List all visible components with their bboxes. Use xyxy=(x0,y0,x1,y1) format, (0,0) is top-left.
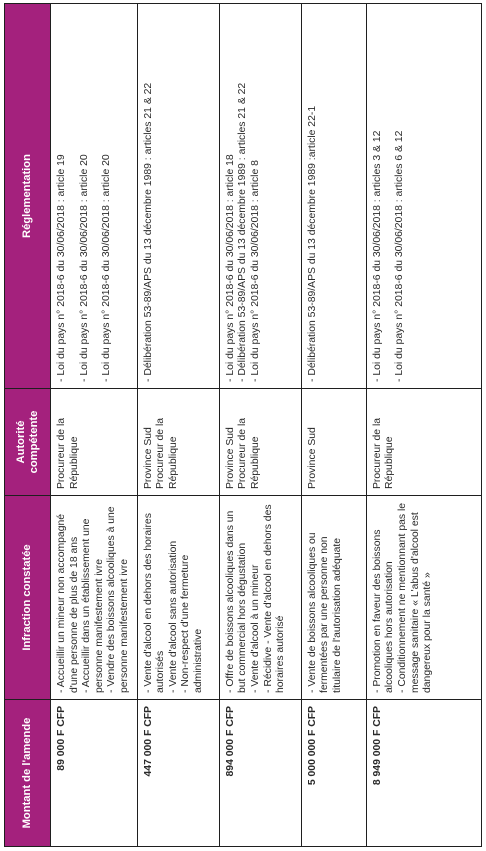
fines-table xyxy=(4,3,482,847)
table-row xyxy=(51,4,138,847)
authority-item: Province Sud xyxy=(306,427,318,489)
infraction-item: - Non-respect d'une fermeture administrative xyxy=(180,554,205,693)
infraction-cell xyxy=(301,496,366,700)
infraction-item: - Promotion en faveur des boissons alcooliques hors autorisation xyxy=(371,529,396,693)
infraction-cell xyxy=(51,496,138,700)
authority-item: Procureur de la République xyxy=(371,417,396,489)
header-regulation: Réglementation xyxy=(5,4,51,389)
authority-item: Procureur de la République xyxy=(155,417,179,489)
authority-item: Procureur de la République xyxy=(237,417,261,489)
regulation-item: - Loi du pays n° 2018-6 du 30/06/2018 : articles 6 & 12 xyxy=(394,130,406,382)
regulation-item: - Loi du pays n° 2018-6 du 30/06/2018 : article 20 xyxy=(78,154,90,382)
authority-cell xyxy=(137,389,219,496)
infraction-item: - Récidive - Vente d'alcool en dehors des horaires autorisé xyxy=(262,504,287,693)
regulation-item: - Délibération 53-89/APS du 13 décembre 1989 : articles 21 & 22 xyxy=(142,82,154,382)
authority-cell xyxy=(301,389,366,496)
regulation-cell xyxy=(366,4,481,389)
infraction-item: - Conditionnement ne mentionnant pas le message sanitaire « L'abus d'alcool est dangereux pour la santé » xyxy=(397,502,434,693)
header-infraction: Infraction constatée xyxy=(5,496,51,700)
header-amount: Montant de l'amende xyxy=(5,700,51,847)
regulation-item: - Loi du pays n° 2018-6 du 30/06/2018 : article 18 xyxy=(224,154,236,382)
table-row xyxy=(301,4,366,847)
infraction-item: - Vente d'alcool à un mineur xyxy=(249,564,261,693)
amount-cell: 89 000 F CFP xyxy=(51,700,138,847)
header-row xyxy=(5,4,51,847)
header-authority-line2: compétente xyxy=(27,410,40,474)
table-row xyxy=(366,4,481,847)
infraction-item: - Vente d'alcool sans autorisation xyxy=(167,540,179,693)
table-row xyxy=(137,4,219,847)
infraction-cell xyxy=(219,496,301,700)
regulation-item: - Loi du pays n° 2018-6 du 30/06/2018 : articles 3 & 12 xyxy=(371,130,383,382)
infraction-cell xyxy=(366,496,481,700)
regulation-cell xyxy=(219,4,301,389)
authority-cell xyxy=(366,389,481,496)
amount-cell: 447 000 F CFP xyxy=(137,700,219,847)
authority-item: Province Sud xyxy=(224,427,236,489)
header-authority-line1: Autorité xyxy=(14,420,27,464)
infraction-item: - Vente de boissons alcooliques ou fermentées par une personne non titulaire de l'autorisation adéquate xyxy=(306,532,343,693)
header-authority xyxy=(5,389,51,496)
infraction-item: - Accueillir dans un établissement une personne manifestement ivre xyxy=(81,518,105,693)
regulation-cell xyxy=(301,4,366,389)
infraction-item: - Offre de boissons alcooliques dans un but commercial hors dégustation xyxy=(224,510,249,693)
infraction-cell xyxy=(137,496,219,700)
authority-cell xyxy=(51,389,138,496)
regulation-item: - Loi du pays n° 2018-6 du 30/06/2018 : article 8 xyxy=(249,160,261,382)
regulation-item: - Délibération 53-89/APS du 13 décembre 1989 : articles 21 & 22 xyxy=(237,82,249,382)
authority-item: Procureur de la République xyxy=(56,417,80,489)
infraction-item: - Accueillir un mineur non accompagné d'une personne de plus de 18 ans xyxy=(56,513,80,693)
authority-cell xyxy=(219,389,301,496)
table-row xyxy=(219,4,301,847)
authority-item: Province Sud xyxy=(142,427,154,489)
amount-cell: 8 949 000 F CFP xyxy=(366,700,481,847)
regulation-cell xyxy=(51,4,138,389)
infraction-item: - Vente d'alcool en dehors des horaires autorisés xyxy=(142,513,167,693)
regulation-item: - Loi du pays n° 2018-6 du 30/06/2018 : article 19 xyxy=(56,154,67,382)
infraction-item: - Vendre des boissons alcooliques à une personne manifestement ivre xyxy=(106,506,130,693)
amount-cell: 894 000 F CFP xyxy=(219,700,301,847)
amount-cell: 5 000 000 F CFP xyxy=(301,700,366,847)
regulation-item: - Délibération 53-89/APS du 13 décembre 1989 :article 22-1 xyxy=(306,105,318,382)
regulation-item: - Loi du pays n° 2018-6 du 30/06/2018 : article 20 xyxy=(101,154,113,382)
regulation-cell xyxy=(137,4,219,389)
